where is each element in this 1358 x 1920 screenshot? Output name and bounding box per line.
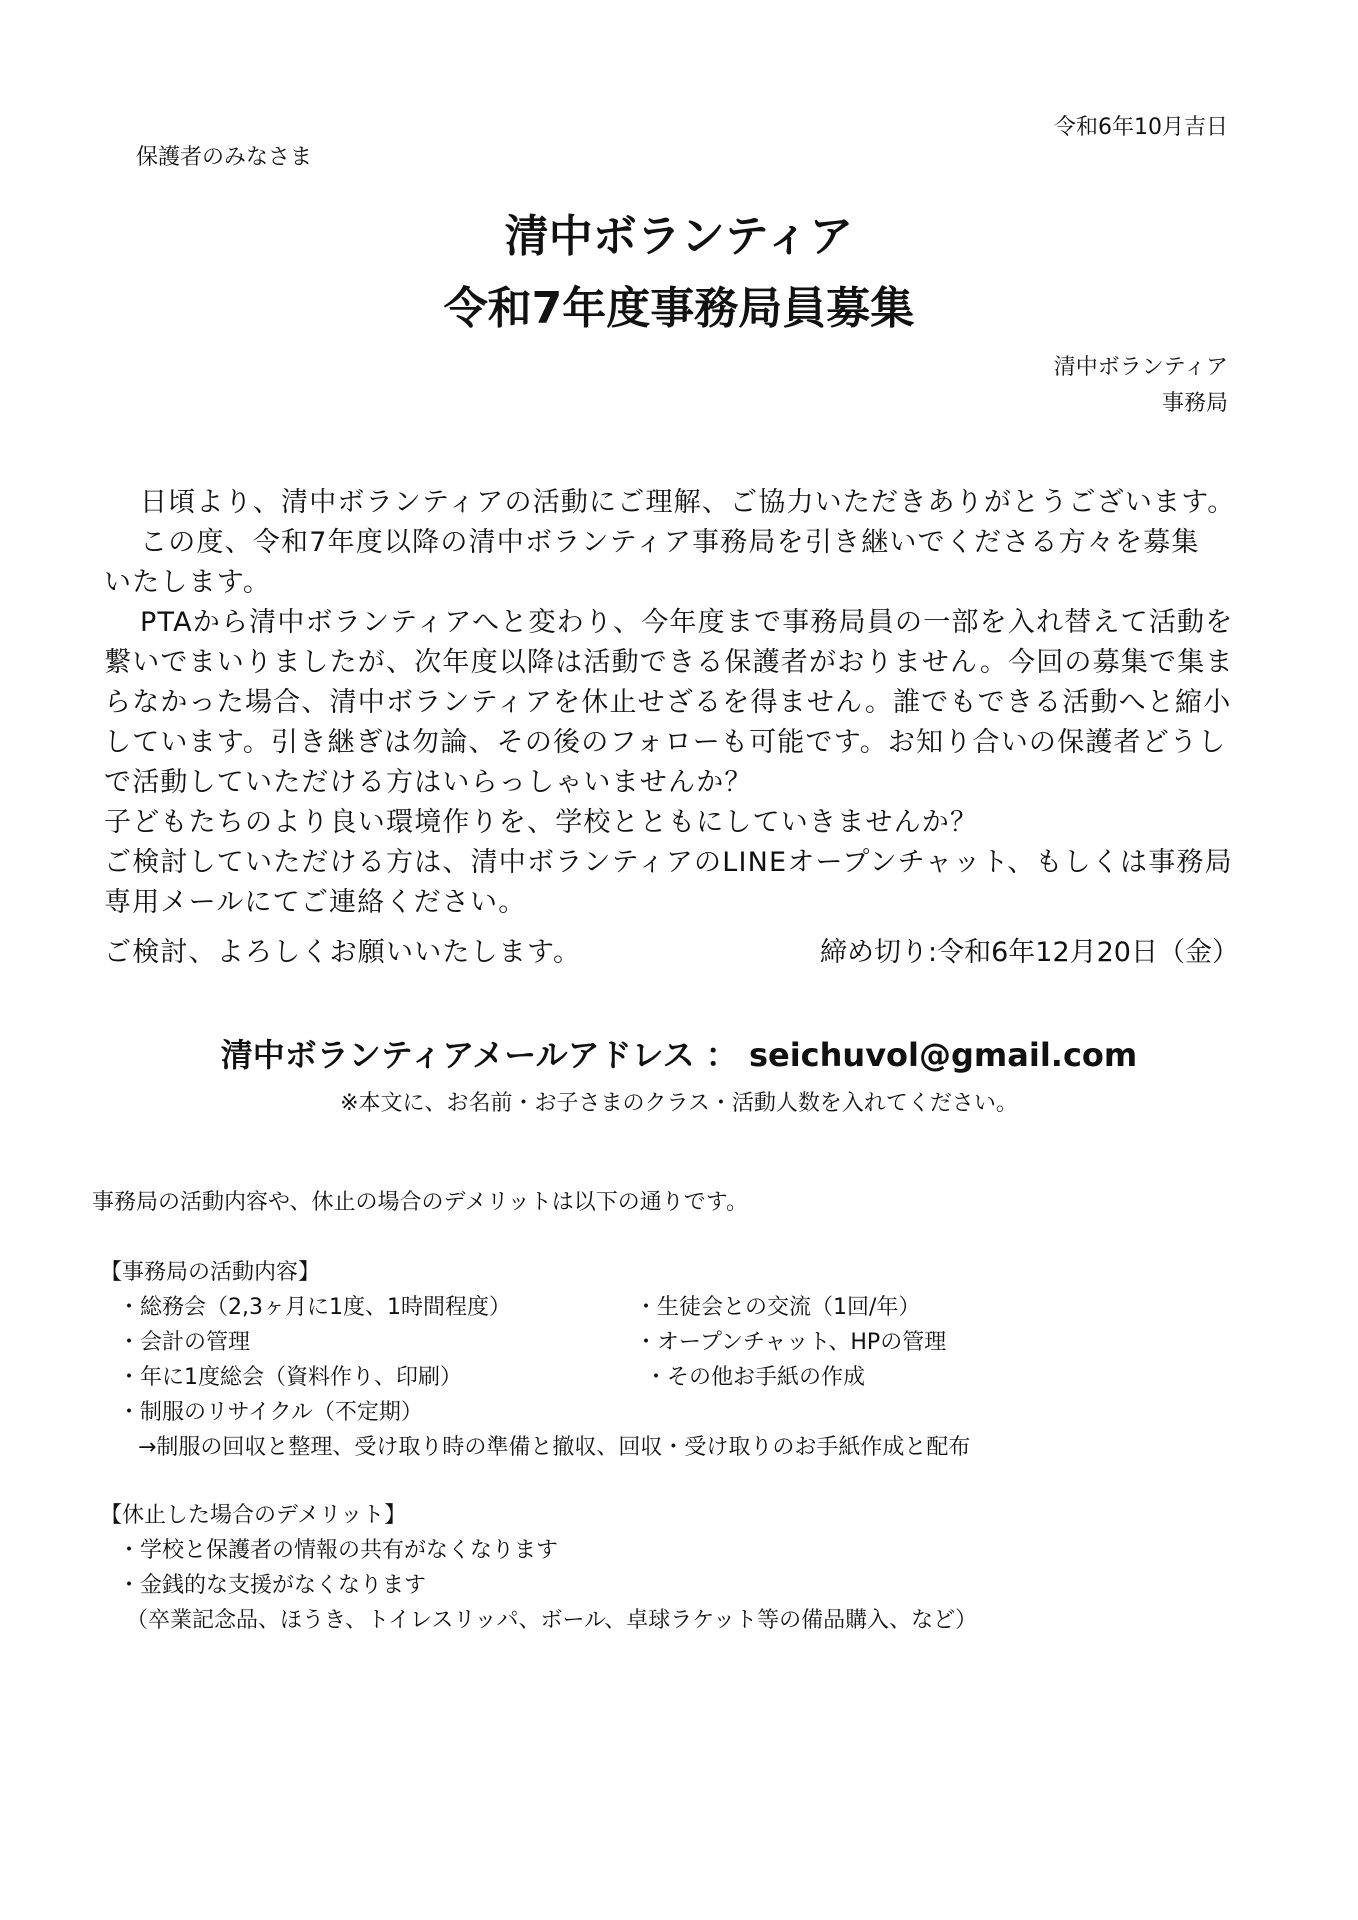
demerits-heading: 【休止した場合のデメリット】	[100, 1503, 407, 1528]
title-line-1: 清中ボランティア	[504, 211, 854, 262]
activity-item: ・年に1度総会（資料作り、印刷）	[118, 1365, 462, 1390]
activity-item: ・会計の管理	[118, 1330, 251, 1355]
body-line: PTAから清中ボランティアへと変わり、今年度まで事務局員の一部を入れ替えて活動を	[140, 607, 1234, 638]
body-line: ご検討、よろしくお願いいたします。	[104, 937, 582, 968]
body-line: この度、令和7年度以降の清中ボランティア事務局を引き継いでくださる方々を募集	[140, 527, 1200, 558]
body-line: 子どもたちのより良い環境作りを、学校とともにしていきませんか？	[104, 807, 979, 838]
activity-item: ・オープンチャット、HPの管理	[635, 1330, 947, 1355]
body-line: いたします。	[104, 567, 272, 598]
sender-organization: 清中ボランティア	[1053, 355, 1228, 380]
mail-note: ※本文に、お名前・お子さまのクラス・活動人数を入れてください。	[340, 1091, 1018, 1116]
sender-office: 事務局	[1161, 391, 1228, 416]
body-line: で活動していただける方はいらっしゃいませんか？	[104, 767, 753, 798]
body-line: 専用メールにてご連絡ください。	[104, 887, 527, 918]
deadline: 締め切り:令和6年12月20日（金）	[820, 937, 1239, 968]
body-line: 繋いでまいりましたが、次年度以降は活動できる保護者がおりません。今回の募集で集ま	[104, 647, 1234, 678]
body-line: らなかった場合、清中ボランティアを休止せざるを得ません。誰でもできる活動へと縮小	[104, 687, 1232, 718]
demerit-item: ・金銭的な支援がなくなります	[118, 1573, 427, 1598]
body-line: ご検討していただける方は、清中ボランティアのLINEオープンチャット、もしくは事務局	[104, 847, 1233, 878]
activity-item: ・総務会（2,3ヶ月に1度、1時間程度）	[118, 1295, 511, 1320]
activities-heading: 【事務局の活動内容】	[100, 1260, 321, 1285]
activity-sub-item: →制服の回収と整理、受け取り時の準備と撤収、回収・受け取りのお手紙作成と配布	[138, 1435, 971, 1460]
body-line: 日頃より、清中ボランティアの活動にご理解、ご協力いただきありがとうございます。	[140, 487, 1236, 518]
document-date: 令和6年10月吉日	[1054, 115, 1228, 140]
mail-address-heading: 清中ボランティアメールアドレス ： seichuvol@gmail.com	[220, 1036, 1138, 1074]
demerit-item: ・学校と保護者の情報の共有がなくなります	[118, 1538, 559, 1563]
activity-item: ・制服のリサイクル（不定期）	[118, 1400, 423, 1425]
title-line-2: 令和7年度事務局員募集	[443, 283, 915, 334]
demerit-note: （卒業記念品、ほうき、トイレスリッパ、ボール、卓球ラケット等の備品購入、など）	[126, 1608, 978, 1633]
addressee: 保護者のみなさま	[136, 145, 313, 170]
activity-item: ・生徒会との交流（1回/年）	[635, 1295, 921, 1320]
activity-item: ・その他お手紙の作成	[645, 1365, 866, 1390]
body-line: しています。引き継ぎは勿論、その後のフォローも可能です。お知り合いの保護者どうし	[104, 727, 1227, 758]
list-intro: 事務局の活動内容や、休止の場合のデメリットは以下の通りです。	[92, 1190, 749, 1215]
